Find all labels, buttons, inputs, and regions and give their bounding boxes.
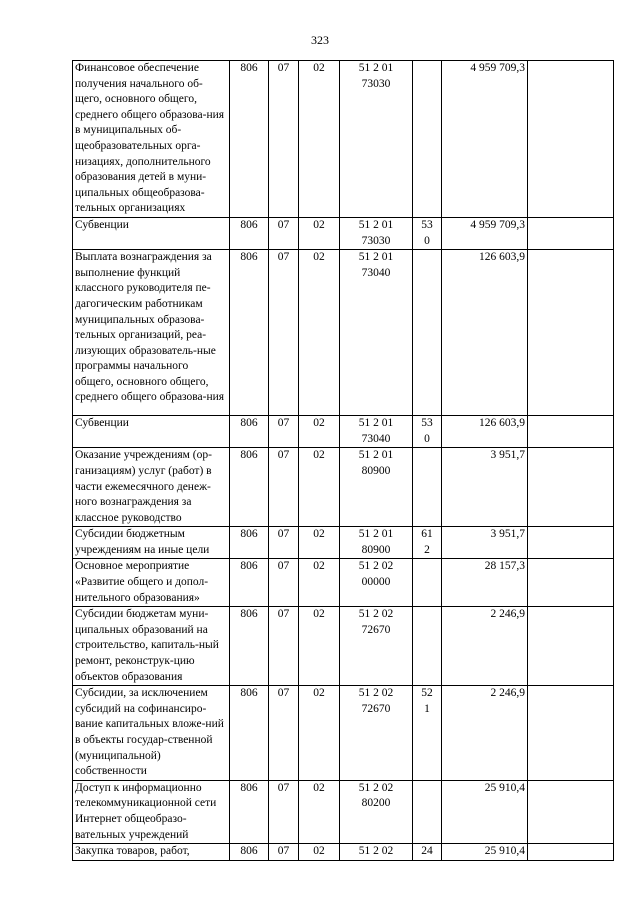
row-grbs: 806 — [230, 250, 269, 416]
row-vr — [413, 61, 442, 218]
row-sum: 25 910,4 — [442, 780, 528, 843]
row-empty-cell — [528, 844, 614, 861]
row-name: Субвенции — [73, 416, 230, 448]
row-grbs: 806 — [230, 844, 269, 861]
row-rz: 07 — [269, 527, 299, 559]
row-rz: 07 — [269, 844, 299, 861]
row-pr: 02 — [299, 527, 340, 559]
row-pr: 02 — [299, 607, 340, 686]
row-empty-cell — [528, 607, 614, 686]
row-vr: 24 — [413, 844, 442, 861]
row-pr: 02 — [299, 780, 340, 843]
row-empty-cell — [528, 448, 614, 527]
row-grbs: 806 — [230, 61, 269, 218]
row-rz: 07 — [269, 416, 299, 448]
row-sum: 2 246,9 — [442, 607, 528, 686]
row-name: Основное мероприятие «Развитие общего и допол-нительного образования» — [73, 559, 230, 607]
row-rz: 07 — [269, 250, 299, 416]
row-vr — [413, 559, 442, 607]
row-empty-cell — [528, 559, 614, 607]
row-name: Субсидии бюджетным учреждениям на иные цели — [73, 527, 230, 559]
row-name: Оказание учреждениям (ор-ганизациям) услуг (работ) в части ежемесячного денеж-ного вознаграждения за классное руководство — [73, 448, 230, 527]
row-sum: 4 959 709,3 — [442, 217, 528, 249]
row-grbs: 806 — [230, 217, 269, 249]
row-vr: 53 0 — [413, 416, 442, 448]
row-csr: 51 2 02 72670 — [340, 686, 413, 781]
row-pr: 02 — [299, 686, 340, 781]
row-empty-cell — [528, 527, 614, 559]
row-rz: 07 — [269, 607, 299, 686]
row-name: Выплата вознаграждения за выполнение функций классного руководителя пе-дагогическим работникам муниципальных образова-тельных организаций, реа-лизующих образователь-ные программы начального общего, основного общего, среднего общего образова-ния — [73, 250, 230, 416]
row-sum: 3 951,7 — [442, 448, 528, 527]
row-vr — [413, 250, 442, 416]
row-grbs: 806 — [230, 527, 269, 559]
row-csr: 51 2 02 72670 — [340, 607, 413, 686]
table-row — [73, 844, 614, 861]
row-empty-cell — [528, 61, 614, 218]
row-vr: 52 1 — [413, 686, 442, 781]
table-row — [73, 559, 614, 607]
row-rz: 07 — [269, 448, 299, 527]
row-sum: 4 959 709,3 — [442, 61, 528, 218]
page-number: 323 — [311, 33, 329, 47]
row-pr: 02 — [299, 61, 340, 218]
row-sum: 126 603,9 — [442, 250, 528, 416]
row-empty-cell — [528, 780, 614, 843]
row-csr: 51 2 01 73040 — [340, 416, 413, 448]
row-empty-cell — [528, 416, 614, 448]
row-csr: 51 2 01 80900 — [340, 527, 413, 559]
row-rz: 07 — [269, 686, 299, 781]
row-csr: 51 2 01 73030 — [340, 217, 413, 249]
table-row — [73, 416, 614, 448]
row-grbs: 806 — [230, 607, 269, 686]
table-row — [73, 780, 614, 843]
row-csr: 51 2 02 — [340, 844, 413, 861]
row-name: Субсидии, за исключением субсидий на софинансиро-вание капитальных вложе-ний в объекты государ-ственной (муниципальной) собственности — [73, 686, 230, 781]
row-empty-cell — [528, 250, 614, 416]
table-row — [73, 686, 614, 781]
row-vr — [413, 448, 442, 527]
table-row — [73, 527, 614, 559]
row-pr: 02 — [299, 448, 340, 527]
table-row — [73, 607, 614, 686]
row-pr: 02 — [299, 217, 340, 249]
budget-table — [72, 60, 614, 861]
table-row — [73, 217, 614, 249]
row-csr: 51 2 01 80900 — [340, 448, 413, 527]
row-pr: 02 — [299, 250, 340, 416]
row-name: Финансовое обеспечение получения начального об-щего, основного общего, среднего общего образова-ния в муниципальных об-щеобразовательных орга-низациях, дополнительного образования детей в муни-ципальных общеобразова-тельных организациях — [73, 61, 230, 218]
row-name: Субвенции — [73, 217, 230, 249]
row-rz: 07 — [269, 559, 299, 607]
row-csr: 51 2 02 00000 — [340, 559, 413, 607]
row-pr: 02 — [299, 416, 340, 448]
row-grbs: 806 — [230, 559, 269, 607]
row-vr — [413, 607, 442, 686]
row-rz: 07 — [269, 780, 299, 843]
table-row — [73, 250, 614, 416]
row-grbs: 806 — [230, 416, 269, 448]
row-sum: 28 157,3 — [442, 559, 528, 607]
row-grbs: 806 — [230, 448, 269, 527]
table-row — [73, 61, 614, 218]
table-row — [73, 448, 614, 527]
row-sum: 3 951,7 — [442, 527, 528, 559]
row-rz: 07 — [269, 217, 299, 249]
row-empty-cell — [528, 217, 614, 249]
row-sum: 25 910,4 — [442, 844, 528, 861]
row-csr: 51 2 01 73030 — [340, 61, 413, 218]
row-vr: 61 2 — [413, 527, 442, 559]
row-csr: 51 2 02 80200 — [340, 780, 413, 843]
row-pr: 02 — [299, 559, 340, 607]
row-grbs: 806 — [230, 780, 269, 843]
row-rz: 07 — [269, 61, 299, 218]
row-name: Закупка товаров, работ, — [73, 844, 230, 861]
row-pr: 02 — [299, 844, 340, 861]
row-csr: 51 2 01 73040 — [340, 250, 413, 416]
row-sum: 126 603,9 — [442, 416, 528, 448]
row-name: Субсидии бюджетам муни-ципальных образований на строительство, капиталь-ный ремонт, реконструк-цию объектов образования — [73, 607, 230, 686]
row-name: Доступ к информационно телекоммуникационной сети Интернет общеобразо-вательных учреждений — [73, 780, 230, 843]
row-empty-cell — [528, 686, 614, 781]
row-vr: 53 0 — [413, 217, 442, 249]
row-sum: 2 246,9 — [442, 686, 528, 781]
row-vr — [413, 780, 442, 843]
row-grbs: 806 — [230, 686, 269, 781]
